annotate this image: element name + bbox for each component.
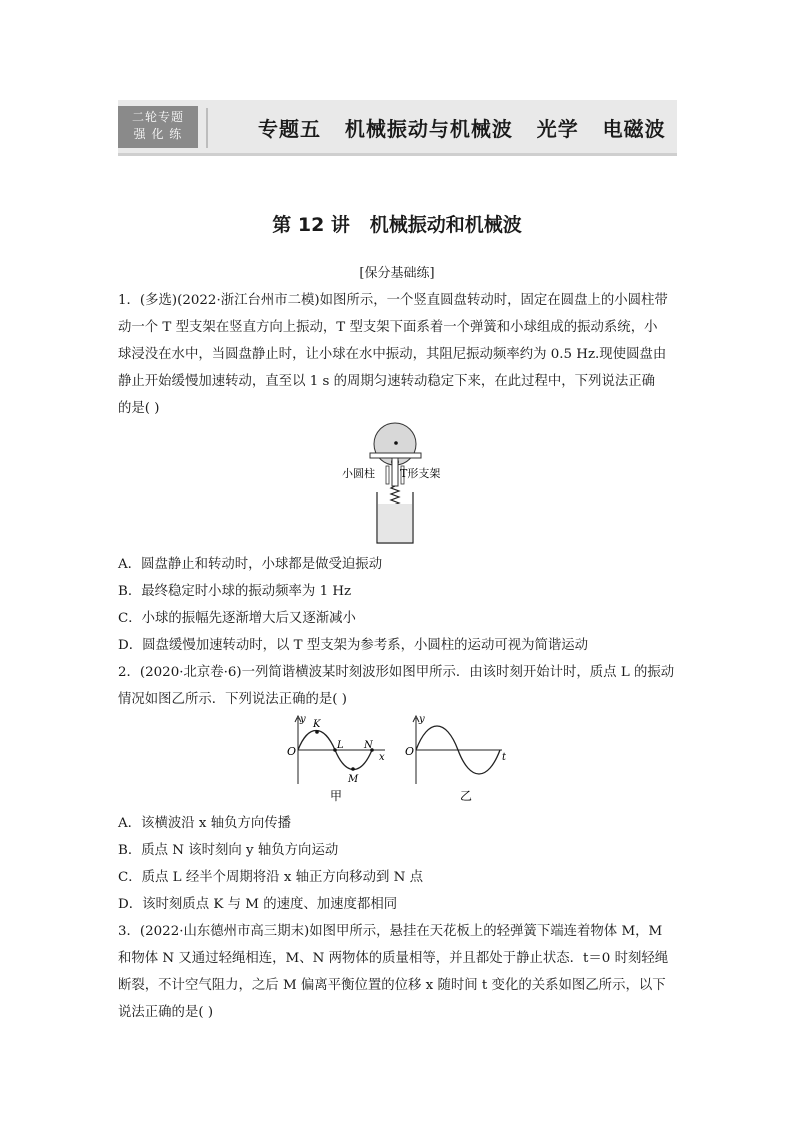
label-t: t [502, 752, 507, 763]
caption-yi: 乙 [460, 789, 473, 803]
label-k: K [313, 719, 321, 730]
point-m [351, 767, 355, 771]
q1-figure-disc-oscillator [340, 420, 460, 545]
label-y: y [300, 714, 306, 725]
q1-line: 球浸没在水中，当圆盘静止时，让小球在水中振动，其阻尼振动频率约为 0.5 Hz.现使圆盘由 [118, 347, 667, 362]
disc-center [394, 441, 398, 445]
series-badge [118, 106, 198, 148]
q3-line: 3．(2022·山东德州市高三期末)如图甲所示，悬挂在天花板上的轻弹簧下端连着物体 M，M [118, 924, 663, 939]
label-y: y [419, 714, 425, 725]
q2-fig-a-waveform [287, 714, 385, 803]
q2-figures [282, 712, 517, 804]
point-k [315, 730, 319, 734]
label-t-support: T形支架 [400, 467, 441, 480]
q2-line: 2．(2020·北京卷·6)一列简谐横波某时刻波形如图甲所示．由该时刻开始计时，质点 L 的振动 [118, 665, 675, 680]
badge-line-2: 强 化 练 [133, 127, 183, 141]
label-n: N [364, 740, 373, 751]
guide-rail-left [386, 466, 389, 484]
q2-option-d: D．该时刻质点 K 与 M 的速度、加速度都相同 [118, 897, 398, 912]
q2-line: 情况如图乙所示．下列说法正确的是( ) [118, 692, 347, 707]
q1-line: 1．(多选)(2022·浙江台州市二模)如图所示，一个竖直圆盘转动时，固定在圆盘上的小圆柱带 [118, 293, 668, 308]
q1-option-a: A．圆盘静止和转动时，小球都是做受迫振动 [118, 557, 383, 572]
q1-option-d: D．圆盘缓慢加速转动时，以 T 型支架为参考系，小圆柱的运动可视为简谐运动 [118, 638, 589, 653]
q1-line: 的是( ) [118, 401, 160, 416]
q3-line: 说法正确的是( ) [118, 1005, 214, 1020]
q1-option-b: B．最终稳定时小球的振动频率为 1 Hz [118, 584, 352, 599]
t-support-stem [392, 458, 398, 486]
q3-line: 和物体 N 又通过轻绳相连，M、N 两物体的质量相等，并且都处于静止状态．t＝0 时刻轻绳 [118, 951, 669, 966]
header-divider [206, 108, 208, 148]
q3-line: 断裂，不计空气阻力，之后 M 偏离平衡位置的位移 x 随时间 t 变化的关系如图乙所示，以下 [118, 978, 666, 993]
q2-option-b: B．质点 N 该时刻向 y 轴负方向运动 [118, 843, 339, 858]
label-origin: O [287, 745, 297, 758]
t-support-crossbar [370, 453, 421, 458]
topic-title: 专题五 机械振动与机械波 光学 电磁波 [258, 117, 666, 141]
caption-jia: 甲 [330, 789, 343, 803]
q2-fig-b-vibration [405, 714, 507, 803]
header-underline [118, 153, 677, 156]
lecture-title: 第 12 讲 机械振动和机械波 [272, 214, 522, 236]
section-label: [保分基础练] [359, 266, 435, 281]
label-l: L [337, 740, 344, 751]
label-m: M [348, 774, 359, 785]
label-origin: O [405, 745, 415, 758]
q1-option-c: C．小球的振幅先逐渐增大后又逐渐减小 [118, 611, 356, 626]
badge-line-1: 二轮专题 [131, 110, 184, 124]
label-x: x [379, 752, 385, 763]
water [378, 504, 412, 542]
q2-option-c: C．质点 L 经半个周期将沿 x 轴正方向移动到 N 点 [118, 870, 423, 885]
q2-option-a: A．该横波沿 x 轴负方向传播 [118, 816, 292, 831]
q1-line: 动一个 T 型支架在竖直方向上振动，T 型支架下面系着一个弹簧和小球组成的振动系统，小 [118, 320, 658, 335]
q1-line: 静止开始缓慢加速转动，直至以 1 s 的周期匀速转动稳定下来，在此过程中，下列说法正确 [118, 374, 656, 389]
label-small-cylinder: 小圆柱 [342, 467, 375, 480]
